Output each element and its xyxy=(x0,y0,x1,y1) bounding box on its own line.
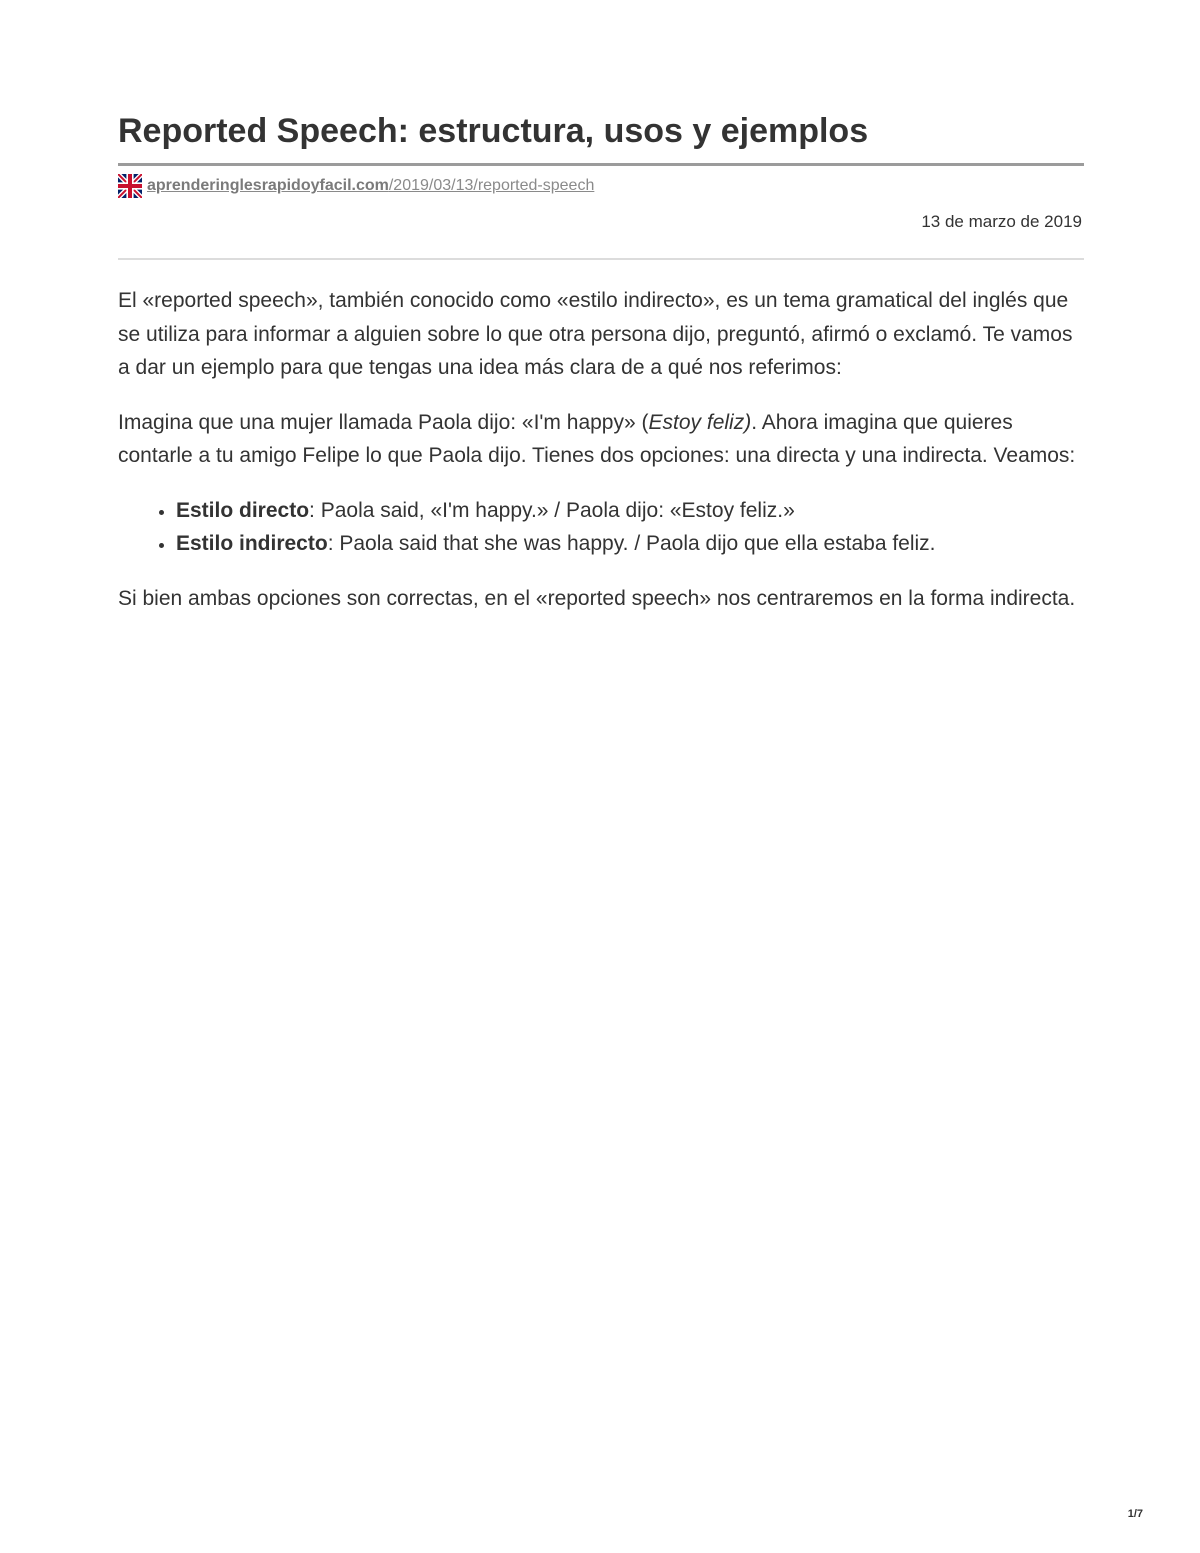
source-path: /2019/03/13/reported-speech xyxy=(388,177,595,194)
article-body xyxy=(118,284,1084,636)
source-link[interactable] xyxy=(147,177,594,195)
paragraph-conclusion: Si bien ambas opciones son correctas, en el «reported speech» nos centraremos en la forma indirecta. xyxy=(118,586,1076,610)
style-list xyxy=(118,494,1084,561)
paragraph-example-before: Imagina que una mujer llamada Paola dijo: «I'm happy» ( xyxy=(118,410,649,434)
header-divider xyxy=(118,258,1084,260)
paragraph-intro: El «reported speech», también conocido como «estilo indirecto», es un tema gramatical del inglés que se utiliza para informar a alguien sobre lo que otra persona dijo, preguntó, afirmó o exclamó. Te vamos a dar un ejemplo para que tengas una idea más clara de a qué nos referimos: xyxy=(118,289,1073,379)
paragraph-example-after: . Ahora imagina que quieres contarle a tu amigo Felipe lo que Paola dijo. Tienes dos opciones: una directa y una indirecta. Veamos: xyxy=(118,410,1076,467)
title-divider xyxy=(118,163,1084,166)
publish-date: 13 de marzo de 2019 xyxy=(921,212,1082,231)
list-item-term: Estilo directo xyxy=(176,498,310,522)
list-item-term: Estilo indirecto xyxy=(176,532,328,555)
list-item xyxy=(176,494,1084,528)
page-number: 1/7 xyxy=(1127,1508,1143,1520)
list-item-text: : Paola said that she was happy. / Paola dijo que ella estaba feliz. xyxy=(327,532,936,555)
article-title: Reported Speech: estructura, usos y ejemplos xyxy=(118,112,869,150)
paragraph-example xyxy=(118,406,1084,473)
source-row xyxy=(118,173,594,199)
list-item xyxy=(176,527,1084,561)
list-item-text: : Paola said, «I'm happy.» / Paola dijo: «Estoy feliz.» xyxy=(309,498,795,522)
uk-flag-icon xyxy=(118,174,142,198)
paragraph-example-italic: Estoy feliz) xyxy=(648,410,752,434)
source-domain: aprenderinglesrapidoyfacil.com xyxy=(147,177,389,194)
